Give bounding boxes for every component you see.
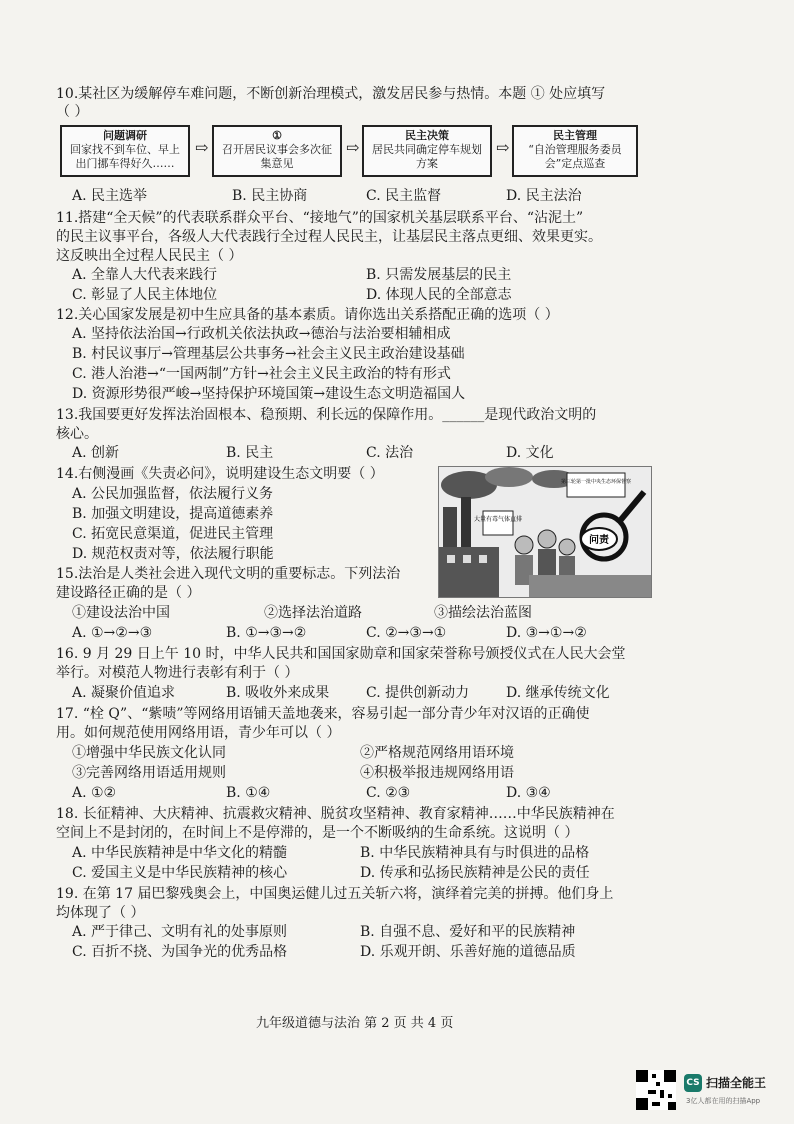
q16-stem-line2: 举行。对模范人物进行表彰有利于（ ） bbox=[56, 665, 299, 681]
q15-option-c: C. ②→③→① bbox=[366, 625, 447, 641]
q10-box-1-title: 问题调研 bbox=[103, 129, 147, 142]
q10-box-2-title: ① bbox=[272, 129, 282, 142]
q17-option-c: C. ②③ bbox=[366, 785, 411, 801]
q10-box-1 bbox=[60, 125, 190, 177]
q16-option-a: A. 凝聚价值追求 bbox=[72, 685, 176, 701]
q17-item-1: ①增强中华民族文化认同 bbox=[72, 745, 226, 761]
q11-option-d: D. 体现人民的全部意志 bbox=[366, 287, 512, 303]
q18-stem-line2: 空间上不是封闭的，在时间上不是停滞的，是一个不断吸纳的生命系统。这说明（ ） bbox=[56, 825, 579, 841]
q17-stem-line2: 用。如何规范使用网络用语，青少年可以（ ） bbox=[56, 725, 341, 741]
q13-option-c: C. 法治 bbox=[366, 445, 414, 461]
q19-option-a: A. 严于律己、文明有礼的处事原则 bbox=[72, 924, 288, 940]
arrow-icon: ⇨ bbox=[496, 138, 510, 157]
q13-stem-line1: 13.我国要更好发挥法治固根本、稳预期、利长远的保障作用。______是现代政治文明的 bbox=[56, 407, 597, 423]
q12-option-c: C. 港人治港→“一国两制”方针→社会主义民主政治的特有形式 bbox=[72, 366, 451, 382]
q15-item-3: ③描绘法治蓝图 bbox=[434, 605, 532, 621]
q11-stem-line3: 这反映出全过程人民民主（ ） bbox=[56, 248, 243, 264]
q15-stem-line2: 建设路径正确的是（ ） bbox=[56, 585, 201, 601]
q19-stem-line1: 19. 在第 17 届巴黎残奥会上，中国奥运健儿过五关斩六将，演绎着完美的拼搏。他们身上 bbox=[56, 886, 614, 902]
q16-option-d: D. 继承传统文化 bbox=[506, 685, 610, 701]
q10-paren: （ ） bbox=[56, 104, 89, 120]
q14-option-c: C. 拓宽民意渠道，促进民主管理 bbox=[72, 526, 274, 542]
arrow-icon: ⇨ bbox=[195, 138, 209, 157]
q13-option-d: D. 文化 bbox=[506, 445, 554, 461]
q17-item-4: ④积极举报违规网络用语 bbox=[360, 765, 514, 781]
q17-item-2: ②严格规范网络用语环境 bbox=[360, 745, 514, 761]
q19-option-b: B. 自强不息、爱好和平的民族精神 bbox=[360, 924, 576, 940]
q10-box-1-body: 回家找不到车位、早上出门挪车得好久…… bbox=[70, 143, 180, 170]
q11-option-b: B. 只需发展基层的民主 bbox=[366, 267, 512, 283]
qr-code-icon bbox=[636, 1070, 676, 1110]
q14-stem: 14.右侧漫画《失责必问》，说明建设生态文明要（ ） bbox=[56, 466, 384, 482]
q16-option-b: B. 吸收外来成果 bbox=[226, 685, 330, 701]
q18-stem-line1: 18. 长征精神、大庆精神、抗震救灾精神、脱贫攻坚精神、教育家精神……中华民族精神在 bbox=[56, 806, 615, 822]
q10-box-4 bbox=[512, 125, 638, 177]
q10-box-3-body: 居民共同确定停车规划方案 bbox=[372, 143, 482, 170]
q10-option-c: C. 民主监督 bbox=[366, 188, 442, 204]
q14-option-a: A. 公民加强监督，依法履行义务 bbox=[72, 486, 274, 502]
q11-stem-line2: 的民主议事平台，各级人大代表践行全过程人民民主，让基层民主落点更细、效果更实。 bbox=[56, 229, 602, 245]
q12-option-b: B. 村民议事厅→管理基层公共事务→社会主义民主政治建设基础 bbox=[72, 346, 465, 362]
camscanner-tagline: 3亿人都在用的扫描App bbox=[686, 1097, 761, 1105]
arrow-icon: ⇨ bbox=[346, 138, 360, 157]
q10-box-4-body: “自治管理服务委员会”定点巡查 bbox=[528, 143, 622, 170]
q10-option-a: A. 民主选举 bbox=[72, 188, 148, 204]
q10-box-4-title: 民主管理 bbox=[553, 129, 597, 142]
cartoon-plate-text: 大量有毒气体直排 bbox=[473, 516, 523, 523]
cartoon-image bbox=[438, 466, 652, 598]
q17-option-d: D. ③④ bbox=[506, 785, 551, 801]
q14-option-b: B. 加强文明建设，提高道德素养 bbox=[72, 506, 274, 522]
q17-item-3: ③完善网络用语适用规则 bbox=[72, 765, 226, 781]
q19-stem-line2: 均体现了（ ） bbox=[56, 905, 145, 921]
camscanner-logo-icon: CS bbox=[684, 1074, 702, 1092]
q19-option-d: D. 乐观开朗、乐善好施的道德品质 bbox=[360, 944, 576, 960]
q17-option-a: A. ①② bbox=[72, 785, 117, 801]
q15-item-1: ①建设法治中国 bbox=[72, 605, 170, 621]
q15-item-2: ②选择法治道路 bbox=[264, 605, 362, 621]
q10-option-b: B. 民主协商 bbox=[232, 188, 308, 204]
q13-option-a: A. 创新 bbox=[72, 445, 120, 461]
q15-stem-line1: 15.法治是人类社会进入现代文明的重要标志。下列法治 bbox=[56, 566, 401, 582]
q10-box-3-title: 民主决策 bbox=[405, 129, 449, 142]
cartoon-sign-text: 第三轮第一批中央生态环保督察 bbox=[560, 479, 632, 485]
q18-option-c: C. 爱国主义是中华民族精神的核心 bbox=[72, 865, 288, 881]
camscanner-name: 扫描全能王 bbox=[706, 1076, 767, 1090]
q10-stem: 10.某社区为缓解停车难问题，不断创新治理模式，激发居民参与热情。本题 ① 处应填写 bbox=[56, 86, 606, 102]
q10-box-2 bbox=[212, 125, 342, 177]
page-footer: 九年级道德与法治 第 2 页 共 4 页 bbox=[256, 1016, 454, 1031]
q18-option-a: A. 中华民族精神是中华文化的精髓 bbox=[72, 845, 288, 861]
q15-option-d: D. ③→①→② bbox=[506, 625, 587, 641]
q12-option-d: D. 资源形势很严峻→坚持保护环境国策→建设生态文明造福国人 bbox=[72, 386, 466, 402]
q18-option-d: D. 传承和弘扬民族精神是公民的责任 bbox=[360, 865, 590, 881]
q19-option-c: C. 百折不挠、为国争光的优秀品格 bbox=[72, 944, 288, 960]
q10-option-d: D. 民主法治 bbox=[506, 188, 582, 204]
q16-option-c: C. 提供创新动力 bbox=[366, 685, 470, 701]
q11-option-c: C. 彰显了人民主体地位 bbox=[72, 287, 218, 303]
q10-box-3 bbox=[362, 125, 492, 177]
q12-stem: 12.关心国家发展是初中生应具备的基本素质。请你选出关系搭配正确的选项（ ） bbox=[56, 307, 559, 323]
q15-option-b: B. ①→③→② bbox=[226, 625, 307, 641]
q16-stem-line1: 16. 9 月 29 日上午 10 时，中华人民共和国国家勋章和国家荣誉称号颁授仪式在人民大会堂 bbox=[56, 646, 626, 662]
q13-option-b: B. 民主 bbox=[226, 445, 274, 461]
q17-stem-line1: 17. “栓 Q”、“紫啧”等网络用语铺天盖地袭来，容易引起一部分青少年对汉语的正确使 bbox=[56, 706, 590, 722]
q13-stem-line2: 核心。 bbox=[56, 426, 98, 442]
cartoon-illustration bbox=[439, 467, 651, 597]
q12-option-a: A. 坚持依法治国→行政机关依法执政→德治与法治要相辅相成 bbox=[72, 326, 451, 342]
q11-option-a: A. 全靠人大代表来践行 bbox=[72, 267, 218, 283]
q10-box-2-body: 召开居民议事会多次征集意见 bbox=[222, 143, 332, 170]
q17-option-b: B. ①④ bbox=[226, 785, 271, 801]
q18-option-b: B. 中华民族精神具有与时俱进的品格 bbox=[360, 845, 590, 861]
cartoon-badge-text: 问责 bbox=[589, 535, 609, 546]
q15-option-a: A. ①→②→③ bbox=[72, 625, 153, 641]
q14-option-d: D. 规范权责对等，依法履行职能 bbox=[72, 546, 274, 562]
q11-stem-line1: 11.搭建“全天候”的代表联系群众平台、“接地气”的国家机关基层联系平台、“沾泥土” bbox=[56, 210, 584, 226]
